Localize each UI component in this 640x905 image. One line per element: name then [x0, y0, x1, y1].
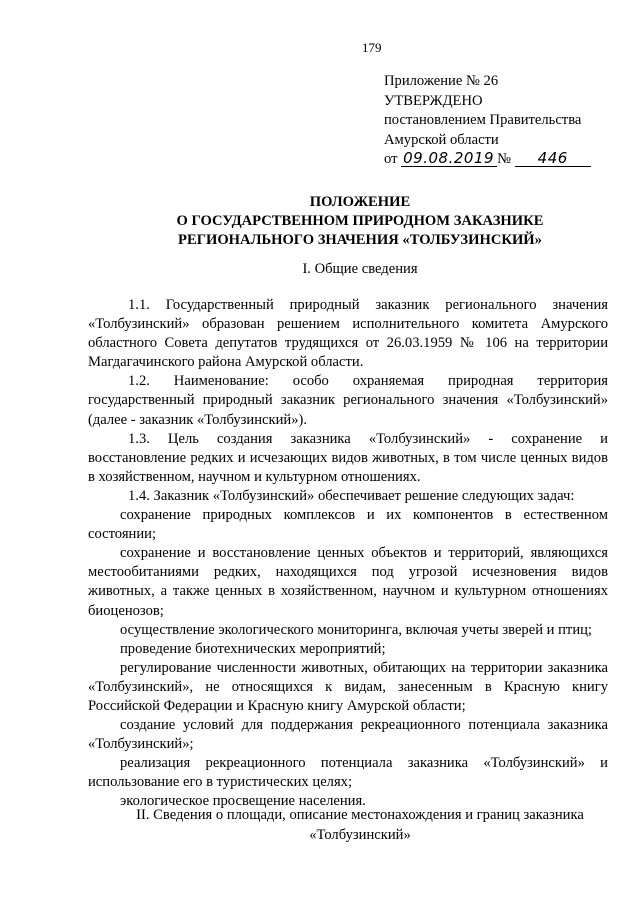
document-title [70, 193, 640, 250]
title-line-1: ПОЛОЖЕНИЕ [309, 194, 411, 210]
appendix-number: Приложение № 26 [384, 73, 499, 89]
section-2-heading-line-2: «Толбузинский» [309, 826, 411, 843]
paragraph-1-3: 1.3. Цель создания заказника «Толбузинский» - сохранение и восстановление редких и исчезающих видов животных, в том числе ценных видов в хозяйственном, научном и культурном отношениях. [88, 430, 608, 485]
approved-by: постановлением Правительства [384, 112, 582, 128]
section-2-heading-line-1: II. Сведения о площади, описание местонахождения и границ заказника [136, 807, 584, 823]
approved-by-region: Амурской области [384, 131, 499, 148]
task-item: реализация рекреационного потенциала заказника «Толбузинский» и использование его в туристических целях; [88, 755, 608, 791]
approval-date: 09.08.2019 [401, 150, 497, 167]
task-item: сохранение и восстановление ценных объектов и территорий, являющихся местообитаниями редких, находящихся под угрозой исчезновения видов животных, а также ценных в хозяйственном, научном и культурном отношениях биоценозов; [88, 545, 608, 619]
section-1-body [88, 296, 608, 812]
task-item: сохранение природных комплексов и их компонентов в естественном состоянии; [88, 507, 608, 543]
date-prefix: от [384, 151, 398, 167]
section-1-heading: I. Общие сведения [302, 261, 418, 277]
task-item: осуществление экологического мониторинга, включая учеты зверей и птиц; [120, 621, 592, 638]
approval-date-line [384, 150, 604, 170]
title-line-2: О ГОСУДАРСТВЕННОМ ПРИРОДНОМ ЗАКАЗНИКЕ [176, 213, 544, 229]
number-prefix: № [497, 151, 512, 167]
approved-label: УТВЕРЖДЕНО [384, 92, 483, 109]
section-2-heading [80, 806, 640, 845]
paragraph-1-1: 1.1. Государственный природный заказник регионального значения «Толбузинский» образован решением исполнительного комитета Амурского областного Совета депутатов трудящихся от 26.03.1959 № 106 на территории Магдагачинского района Амурской области. [88, 297, 608, 371]
paragraph-1-4: 1.4. Заказник «Толбузинский» обеспечивает решение следующих задач: [128, 487, 575, 504]
task-item: регулирование численности животных, обитающих на территории заказника «Толбузинский», не относящихся к видам, занесенным в Красную книгу Российской Федерации и Красную книгу Амурской области; [88, 659, 608, 714]
paragraph-1-2: 1.2. Наименование: особо охраняемая природная территория государственный природный заказник регионального значения «Толбузинский» (далее - заказник «Толбузинский»). [88, 373, 608, 428]
task-item: создание условий для поддержания рекреационного потенциала заказника «Толбузинский»; [88, 717, 608, 753]
approval-number: 446 [515, 150, 591, 167]
task-item: проведение биотехнических мероприятий; [120, 640, 386, 657]
approval-block [384, 72, 604, 170]
task-item: экологическое просвещение населения. [120, 793, 366, 810]
page-number: 179 [362, 40, 382, 55]
title-line-3: РЕГИОНАЛЬНОГО ЗНАЧЕНИЯ «ТОЛБУЗИНСКИЙ» [178, 232, 542, 248]
